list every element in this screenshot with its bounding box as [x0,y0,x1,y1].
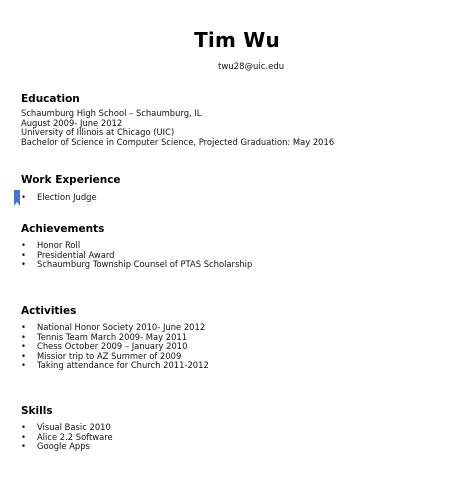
list-item-text: Taking attendance for Church 2011-2012 [37,360,209,371]
list-item [21,361,209,371]
list-item [21,442,113,452]
bullet-icon: • [21,331,26,342]
list-item-text: Presidential Award [37,249,115,260]
work-experience-heading: Work Experience [21,174,121,186]
bullet-icon: • [21,360,26,371]
list-item [21,193,97,203]
education-details [21,109,334,147]
list-item-text: Tennis Team March 2009- May 2011 [37,331,188,342]
education-line: August 2009- June 2012 [21,117,123,128]
bullet-icon: • [21,341,26,352]
bullet-icon: • [21,350,26,361]
bullet-icon: • [21,431,26,442]
list-item-text: Alice 2.2 Software [37,431,113,442]
list-item-text: Schaumburg Township Counsel of PTAS Scholarship [37,259,253,270]
bullet-icon: • [21,192,26,202]
activities-list [21,323,209,371]
list-item-text: National Honor Society 2010- June 2012 [37,322,206,332]
education-line: Bachelor of Science in Computer Science, Projected Graduation: May 2016 [21,136,335,147]
achievements-list [21,241,252,270]
skills-list [21,423,113,452]
achievements-heading: Achievements [21,223,105,235]
bullet-icon: • [21,441,26,452]
bullet-icon: • [21,240,26,250]
work-experience-list [21,193,97,203]
bookmark-marker-icon[interactable] [14,190,20,206]
bullet-icon: • [21,422,26,432]
education-line: University of Illinois at Chicago (UIC) [21,127,175,138]
education-heading: Education [21,93,80,105]
list-item-text: Honor Roll [37,240,81,250]
bullet-icon: • [21,322,26,332]
activities-heading: Activities [21,305,77,317]
bullet-icon: • [21,249,26,260]
list-item-text: Missior trip to AZ Summer of 2009 [37,350,182,361]
email-address: twu28@uic.edu [218,62,285,72]
skills-heading: Skills [21,405,53,417]
list-item-text: Google Apps [37,441,90,452]
list-item-text: Visual Basic 2010 [37,422,111,432]
list-item-text: Election Judge [37,192,97,202]
list-item-text: Chess October 2009 – January 2010 [37,341,188,352]
education-line: Schaumburg High School – Schaumburg, IL [21,108,202,118]
resume-name: Tim Wu [194,28,280,52]
bullet-icon: • [21,259,26,270]
list-item [21,260,252,270]
